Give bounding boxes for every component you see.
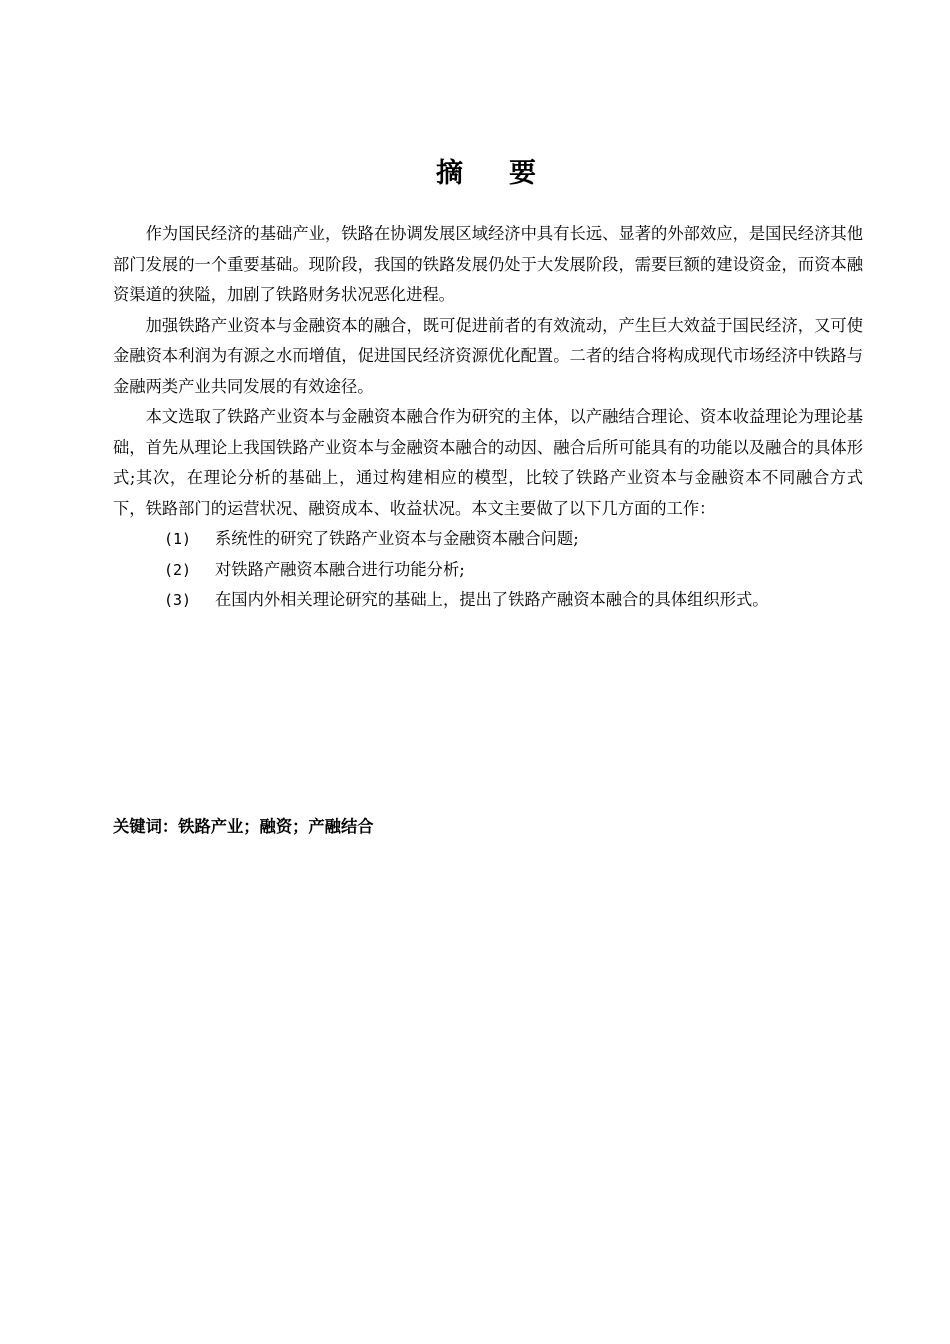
title-char-1: 摘 <box>436 158 463 189</box>
work-list <box>113 524 863 616</box>
list-item-number: (3) <box>164 591 192 609</box>
title-char-2: 要 <box>509 158 536 189</box>
list-item <box>113 524 863 555</box>
abstract-paragraph-3: 本文选取了铁路产业资本与金融资本融合作为研究的主体，以产融结合理论、资本收益理论为理论基础，首先从理论上我国铁路产业资本与金融资本融合的动因、融合后所可能具有的功能以及融合的具体形式;其次，在理论分析的基础上，通过构建相应的模型，比较了铁路产业资本与金融资本不同融合方式下，铁路部门的运营状况、融资成本、收益状况。本文主要做了以下几方面的工作： <box>113 407 863 518</box>
page-title <box>0 152 950 196</box>
abstract-paragraph-2: 加强铁路产业资本与金融资本的融合，既可促进前者的有效流动，产生巨大效益于国民经济，又可使金融资本利润为有源之水而增值，促进国民经济资源优化配置。二者的结合将构成现代市场经济中铁路与金融两类产业共同发展的有效途径。 <box>113 315 863 396</box>
list-item-number: (2) <box>164 560 192 579</box>
abstract-body <box>113 219 863 616</box>
list-item-text: 在国内外相关理论研究的基础上，提出了铁路产融资本融合的具体组织形式。 <box>215 590 769 609</box>
keywords-line: 关键词：铁路产业；融资；产融结合 <box>113 817 374 836</box>
list-item <box>113 555 863 586</box>
list-item-text: 对铁路产融资本融合进行功能分析; <box>215 559 465 579</box>
list-item-number: (1) <box>164 530 192 548</box>
abstract-paragraph-1: 作为国民经济的基础产业，铁路在协调发展区域经济中具有长远、显著的外部效应，是国民经济其他部门发展的一个重要基础。现阶段，我国的铁路发展仍处于大发展阶段，需要巨额的建设资金，而资本融资渠道的狭隘，加剧了铁路财务状况恶化进程。 <box>113 224 863 304</box>
list-item <box>113 585 863 616</box>
list-item-text: 系统性的研究了铁路产业资本与金融资本融合问题; <box>215 529 579 548</box>
